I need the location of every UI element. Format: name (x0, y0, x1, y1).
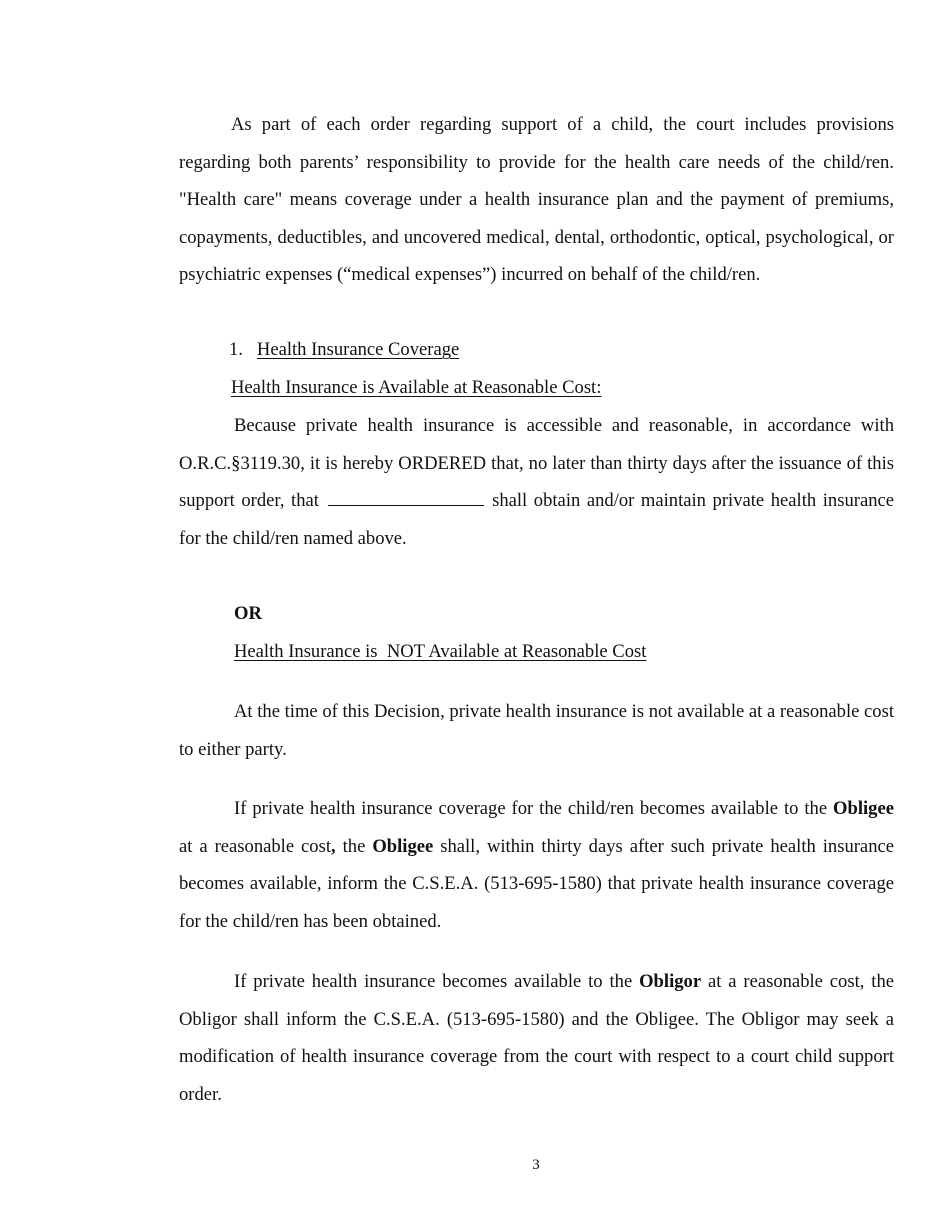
obligee-part3: the (342, 835, 366, 857)
obligor-paragraph (179, 963, 894, 1113)
available-text-after: shall obtain and/or maintain private health insurance for the child/ren named above. (179, 490, 895, 549)
available-text-before: Because private health insurance is accessible and reasonable, in accordance with O.R.C.§3119.30, it is hereby ORDERED that, no later than thirty days after the issuance of this support order, that (179, 415, 894, 512)
obligee-bold-1: Obligee (833, 798, 894, 819)
intro-paragraph (179, 106, 894, 294)
obligee-part1: If private health insurance coverage for the child/ren becomes available to the (234, 798, 828, 819)
obligor-part1: If private health insurance becomes available to the (234, 971, 633, 992)
available-heading (231, 369, 601, 407)
not-available-heading-text: Health Insurance is NOT Available at Reasonable Cost (234, 641, 647, 662)
not-available-heading (234, 633, 646, 671)
section-number: 1. (229, 339, 243, 360)
not-available-paragraph (179, 693, 894, 768)
obligee-part2: at a reasonable cost (179, 835, 331, 857)
section-title: Health Insurance Coverage (256, 339, 460, 360)
obligee-bold-2: Obligee (372, 835, 434, 857)
page-number: 3 (532, 1157, 540, 1173)
obligor-part2: at a reasonable cost, the Obligor shall inform the C.S.E.A. (513-695-1580) and the Obligee. The Obligor may seek a modification of health insurance coverage from the court with respect to a court child support order. (179, 971, 894, 1105)
not-available-text: At the time of this Decision, private health insurance is not available at a reasonable cost to either party. (179, 701, 894, 760)
intro-text: As part of each order regarding support of a child, the court includes provisions regarding both parents’ responsibility to provide for the health care needs of the child/ren. "Health care" means coverage under a health insurance plan and the payment of premiums, copayments, deductibles, and uncovered medical, dental, orthodontic, optical, psychological, or psychiatric expenses (“medical expenses”) incurred on behalf of the child/ren. (179, 114, 894, 286)
obligee-part4: shall, within thirty days after such private health insurance becomes available, inform the C.S.E.A. (513-695-1580) that private health insurance coverage for the child/ren has been obtained. (179, 835, 894, 932)
section-1-heading (229, 331, 459, 369)
available-heading-text: Health Insurance is Available at Reasonable Cost: (231, 377, 602, 398)
or-label: OR (234, 603, 262, 624)
obligee-paragraph (179, 790, 894, 940)
party-name-blank (328, 490, 484, 506)
available-paragraph (179, 407, 894, 557)
obligee-bold-comma: , (331, 835, 336, 857)
obligor-bold-1: Obligor (639, 971, 702, 992)
